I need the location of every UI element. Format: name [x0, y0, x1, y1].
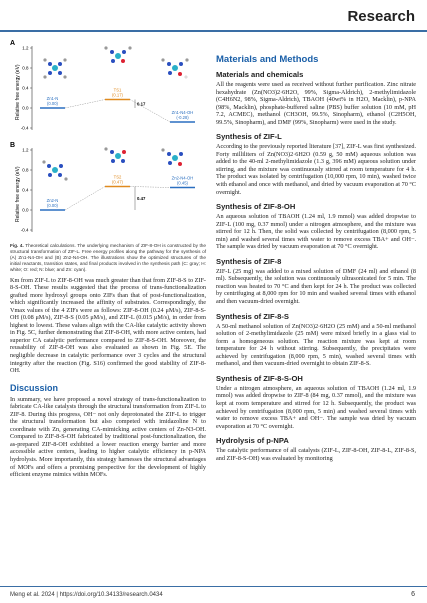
footer-citation: Meng et al. 2024 | https://doi.org/10.34133/research.0434 — [10, 592, 163, 598]
methods-paragraph: The catalytic performance of all catalysts (ZIF-L, ZIF-8-OH, ZIF-8-L, ZIF-8-S, and ZIF-8-S-OH) was evaluated by monitoring — [216, 447, 416, 462]
figure-caption: Fig. 4. Theoretical calculations. The underlying mechanism of ZIF-8-OH is constructed by the structural transformation of ZIF-L. Free energy profiles along the pathway for the synthesis of (A) Zn1-N4-OH and (B) Zn2-N4-OH. The illustrations show the optimized structures of the initial reactants, transition states, and final products involved in the synthesis path (C: gray; H: white; O: red; N: blue; and Zn: cyan). — [10, 243, 206, 272]
state-value-label: (0.00) — [47, 101, 58, 106]
energy-profile-b — [10, 140, 206, 240]
discussion-heading: Discussion — [10, 382, 59, 393]
state-value-label: (0.47) — [112, 179, 123, 185]
molecule-illustration-a2 — [104, 46, 131, 63]
results-paragraph: Km from ZIF-L to ZIF-8-OH was much greater than that from ZIF-8-S to ZIF-8-S-OH. These results suggested that the process of trans-functionalization grafted more hydroxyl groups onto ZIFs than that of post-functionalization, which significantly increased the affinity of substrates. Correspondingly, the Vmax values of the 4 ZIFs were as follows: ZIF-8-OH (0.24 μM/s), ZIF-8-S-OH (0.08 μM/s), ZIF-8-S (0.05 μM/s), and ZIF-L (0.015 μM/s), in order from highest to lowest. These values align with the CA-like catalytic activity shown in Fig. 5C, further demonstrating that ZIF-8-OH, with more active centers, had superior CA catalytic performance compared to ZIF-8-S-OH. Moreover, the reusability of ZIF-8-OH was also evaluated as shown in Fig. 5E. The negligible decrease in catalytic performance over 3 cycles and the structural integrity after the reaction (Fig. S16) confirmed the good stability of ZIF-8-OH. — [10, 276, 206, 375]
footer-rule — [0, 586, 427, 587]
figure-panel-a — [10, 38, 206, 138]
methods-heading: Materials and Methods — [216, 54, 319, 65]
y-tick-label: -0.4 — [20, 125, 29, 131]
methods-subheading: Synthesis of ZIF-8-S — [216, 311, 289, 321]
y-tick-label: 0.8 — [22, 65, 29, 71]
energy-levels-b — [40, 175, 195, 211]
state-label: TS1 — [113, 87, 122, 93]
page-number: 6 — [411, 591, 415, 598]
state-label: Zn1-N — [46, 96, 59, 101]
barrier-label: 0.47 — [137, 195, 146, 201]
methods-subheading: Synthesis of ZIF-8-S-OH — [216, 373, 303, 383]
discussion-paragraph: In summary, we have proposed a novel strategy of trans-functionalization to fabricate CA-like catalysts through the structural transformation from ZIF-L to ZIF-8. During this progress, OH− not only deprotonated the ZIF-L to trigger the structural transformation but also competed with imidazoline N to coordinate with Zn, generating CA-mimicking active centers of Zn-N3-OH. Compared to ZIF-8-S-OH fabricated by traditional post-functionalization, the as-prepared ZIF-8-OH exhibited a lower reaction energy barrier and more accessible active centers, leading to higher catalytic efficiency in p-NPA hydrolysis. More importantly, this strategy harnesses the structural advantages of MOFs and offers a promising perspective for the development of highly efficient enzyme mimics within MOFs. — [10, 395, 206, 479]
methods-paragraph: All the reagents were used as received without further purification. Zinc nitrate hexahydrate (Zn(NO3)2·6H2O, 99%, Sigma-Aldrich), 2-methylimidazole (C4H6N2, 98%, Sigma-Aldrich), TBAOH (40wt% in H2O, Macklin), p-NPA (98%, Macklin), phosphate-buffered saline (PBS) buffer solution (10 mM, pH 7.2, ACMEC), methanol (CH3OH, 99.5%, Sinopharm), ethanol (C2H5OH, 99.5%, Sinopharm), and DMF (99%, Sinopharm) were used in the study. — [216, 81, 416, 126]
y-tick-label: -0.4 — [20, 227, 29, 233]
methods-subheading: Materials and chemicals — [216, 70, 304, 79]
state-label: Zn2-N4-OH — [171, 175, 194, 181]
methods-paragraph: According to the previously reported literature [37], ZIF-L was first synthesized. Forty milliliters of Zn(NO3)2·6H2O (0.59 g, 50 mM) aqueous solution was added to the 40-ml 2-methylimidazole (1.3 g, 396 mM) aqueous solution under stirring, and the mixture was continuously stirred at room temperature for 4 h. The product was isolated by centrifugation (10,000 rpm, 10 min), washed twice with ethanol and once with methanol, and dried by vacuum evaporation at 70 °C overnight. — [216, 143, 416, 196]
header-rule — [0, 30, 427, 32]
right-column — [216, 54, 416, 462]
y-tick-label: 0.0 — [22, 207, 29, 213]
state-value-label: (0.00) — [47, 203, 58, 208]
energy-profile-a — [10, 38, 206, 138]
molecule-illustration-a3 — [161, 58, 188, 78]
connector-line — [130, 100, 170, 123]
y-axis-label-b: Relative free energy (eV) — [15, 166, 21, 222]
state-value-label: (0.45) — [177, 180, 188, 186]
molecule-illustration-a1 — [43, 58, 66, 78]
barrier-label: 0.17 — [137, 101, 146, 107]
state-value-label: (0.17) — [112, 92, 123, 98]
y-tick-label: 1.2 — [22, 45, 29, 51]
y-tick-label: 0.4 — [22, 85, 29, 91]
state-value-label: (-0.28) — [176, 115, 189, 120]
molecule-illustration-b2 — [104, 147, 126, 163]
connector-line — [130, 187, 170, 188]
methods-sections — [216, 70, 416, 462]
state-label: Zn1-N4-OH — [171, 110, 194, 115]
y-tick-label: 1.2 — [22, 147, 29, 153]
methods-paragraph: An aqueous solution of TBAOH (1.24 ml, 1.9 mmol) was added dropwise to ZIF-L (100 mg, 0.37 mmol) under a nitrogen atmosphere, and the mixture was stirred for 12 h. Then, the solid was collected by centrifugation (8,000 rpm, 5 min) and washed several times with water to remove excess TBA+ and OH−. The sample was dried by vacuum evaporation at 70 °C overnight. — [216, 213, 416, 251]
connector-line — [65, 187, 105, 211]
panel-a-label: A — [10, 40, 16, 47]
y-tick-label: 0.8 — [22, 167, 29, 173]
y-ticks-a — [21, 46, 32, 131]
methods-subheading: Synthesis of ZIF-L — [216, 132, 282, 142]
connector-line — [65, 100, 105, 109]
figure-panel-b — [10, 140, 206, 240]
journal-name: Research — [347, 8, 415, 25]
methods-paragraph: A 50-ml methanol solution of Zn(NO3)2·6H2O (25 mM) and a 50-ml methanol solution of 2-methylimidazole (25 mM) were mixed briefly in a glass vial to form a homogeneous solution. The reaction mixture was kept at room temperature for 24 h without stirring. Subsequently, the precipitates were achieved by centrifugation (8,000 rpm, 5 min), washed several times with methanol, and then vacuum-dried overnight to obtain ZIF-8-S. — [216, 322, 416, 368]
methods-paragraph: Under a nitrogen atmosphere, an aqueous solution of TBAOH (1.24 ml, 1.9 mmol) was added dropwise to ZIF-8 (84 mg, 0.37 mmol), and the mixture was kept at room temperature and stirred for 12 h. Subsequently, the product was achieved by centrifugation (8,000 rpm, 5 min) and washed several times with water to remove excess TBA+ and OH−. The sample was dried by vacuum evaporation at 70 °C overnight. — [216, 384, 416, 430]
left-column — [10, 38, 206, 479]
state-label: TS2 — [113, 174, 122, 180]
methods-paragraph: ZIF-L (25 mg) was added to a mixed solution of DMF (24 ml) and ethanol (8 ml). Subsequently, the solution was continuously ultrasonicated for 5 min. The reaction was heated to 70 °C and then kept for 24 h. The product was collected by centrifuging at 8,000 rpm for 10 min and washed several times with ethanol and then vacuum-dried overnight. — [216, 267, 416, 306]
methods-subheading: Synthesis of ZIF-8-OH — [216, 202, 296, 212]
y-ticks-b — [21, 148, 32, 233]
state-label: Zn2-N — [46, 198, 59, 203]
energy-levels-a — [40, 88, 195, 123]
molecule-illustration-b1 — [42, 160, 67, 180]
y-axis-label-a: Relative free energy (eV) — [15, 64, 21, 120]
y-tick-label: 0.0 — [22, 105, 29, 111]
panel-b-label: B — [10, 142, 16, 149]
methods-subheading: Hydrolysis of p-NPA — [216, 436, 289, 446]
methods-subheading: Synthesis of ZIF-8 — [216, 256, 282, 266]
molecule-illustration-b3 — [161, 148, 183, 166]
y-tick-label: 0.4 — [22, 187, 29, 193]
